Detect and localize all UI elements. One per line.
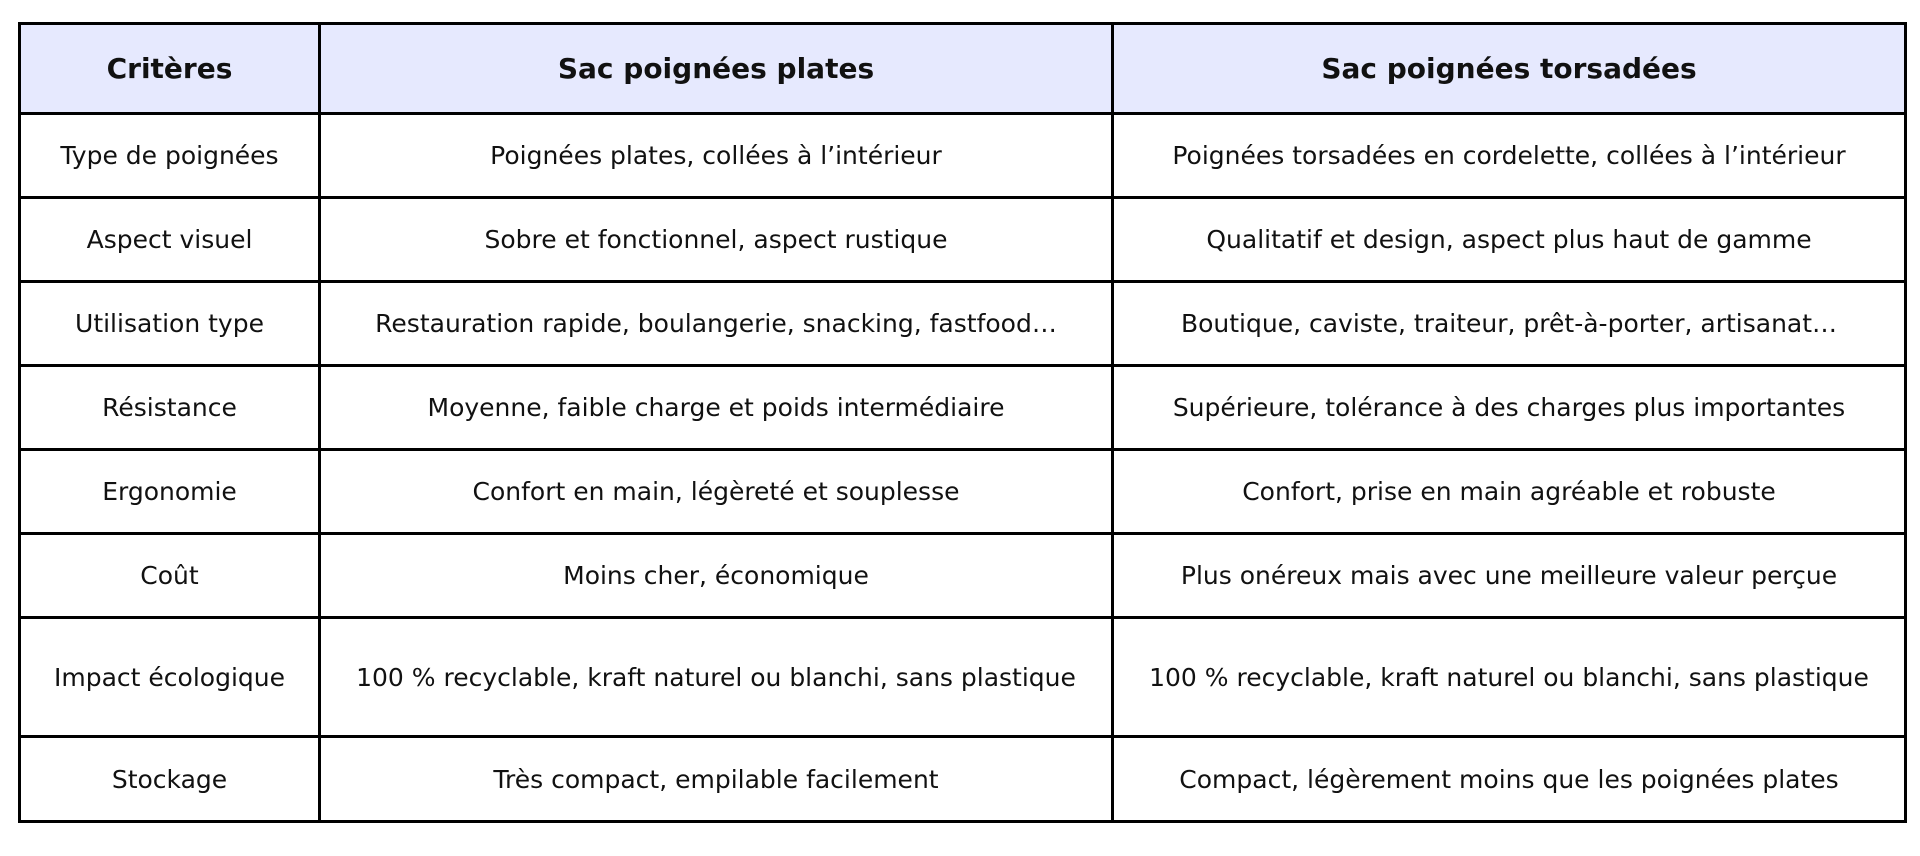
row-criterion: Stockage (20, 737, 320, 822)
flat-handles-cell: 100 % recyclable, kraft naturel ou blanchi, sans plastique (320, 618, 1113, 737)
flat-handles-cell: Confort en main, légèreté et souplesse (320, 450, 1113, 534)
twisted-handles-cell: Confort, prise en main agréable et robuste (1113, 450, 1906, 534)
header-flat-handles: Sac poignées plates (320, 24, 1113, 114)
row-criterion: Impact écologique (20, 618, 320, 737)
row-criterion: Ergonomie (20, 450, 320, 534)
table-row (20, 282, 1906, 366)
header-twisted-handles: Sac poignées torsadées (1113, 24, 1906, 114)
row-criterion: Utilisation type (20, 282, 320, 366)
row-criterion: Aspect visuel (20, 198, 320, 282)
flat-handles-cell: Restauration rapide, boulangerie, snacking, fastfood… (320, 282, 1113, 366)
twisted-handles-cell: Qualitatif et design, aspect plus haut de gamme (1113, 198, 1906, 282)
twisted-handles-cell: Poignées torsadées en cordelette, collées à l’intérieur (1113, 114, 1906, 198)
row-criterion: Résistance (20, 366, 320, 450)
table-row (20, 450, 1906, 534)
table-row (20, 737, 1906, 822)
twisted-handles-cell: Plus onéreux mais avec une meilleure valeur perçue (1113, 534, 1906, 618)
twisted-handles-cell: Compact, légèrement moins que les poignées plates (1113, 737, 1906, 822)
flat-handles-cell: Très compact, empilable facilement (320, 737, 1113, 822)
table-row (20, 534, 1906, 618)
twisted-handles-cell: Boutique, caviste, traiteur, prêt-à-porter, artisanat… (1113, 282, 1906, 366)
twisted-handles-cell: 100 % recyclable, kraft naturel ou blanchi, sans plastique (1113, 618, 1906, 737)
table-row (20, 366, 1906, 450)
twisted-handles-cell: Supérieure, tolérance à des charges plus importantes (1113, 366, 1906, 450)
header-criteria: Critères (20, 24, 320, 114)
row-criterion: Coût (20, 534, 320, 618)
table-row (20, 114, 1906, 198)
flat-handles-cell: Sobre et fonctionnel, aspect rustique (320, 198, 1113, 282)
row-criterion: Type de poignées (20, 114, 320, 198)
table-row (20, 618, 1906, 737)
flat-handles-cell: Moins cher, économique (320, 534, 1113, 618)
header-row (20, 24, 1906, 114)
table-row (20, 198, 1906, 282)
flat-handles-cell: Moyenne, faible charge et poids intermédiaire (320, 366, 1113, 450)
comparison-table (18, 22, 1907, 823)
flat-handles-cell: Poignées plates, collées à l’intérieur (320, 114, 1113, 198)
